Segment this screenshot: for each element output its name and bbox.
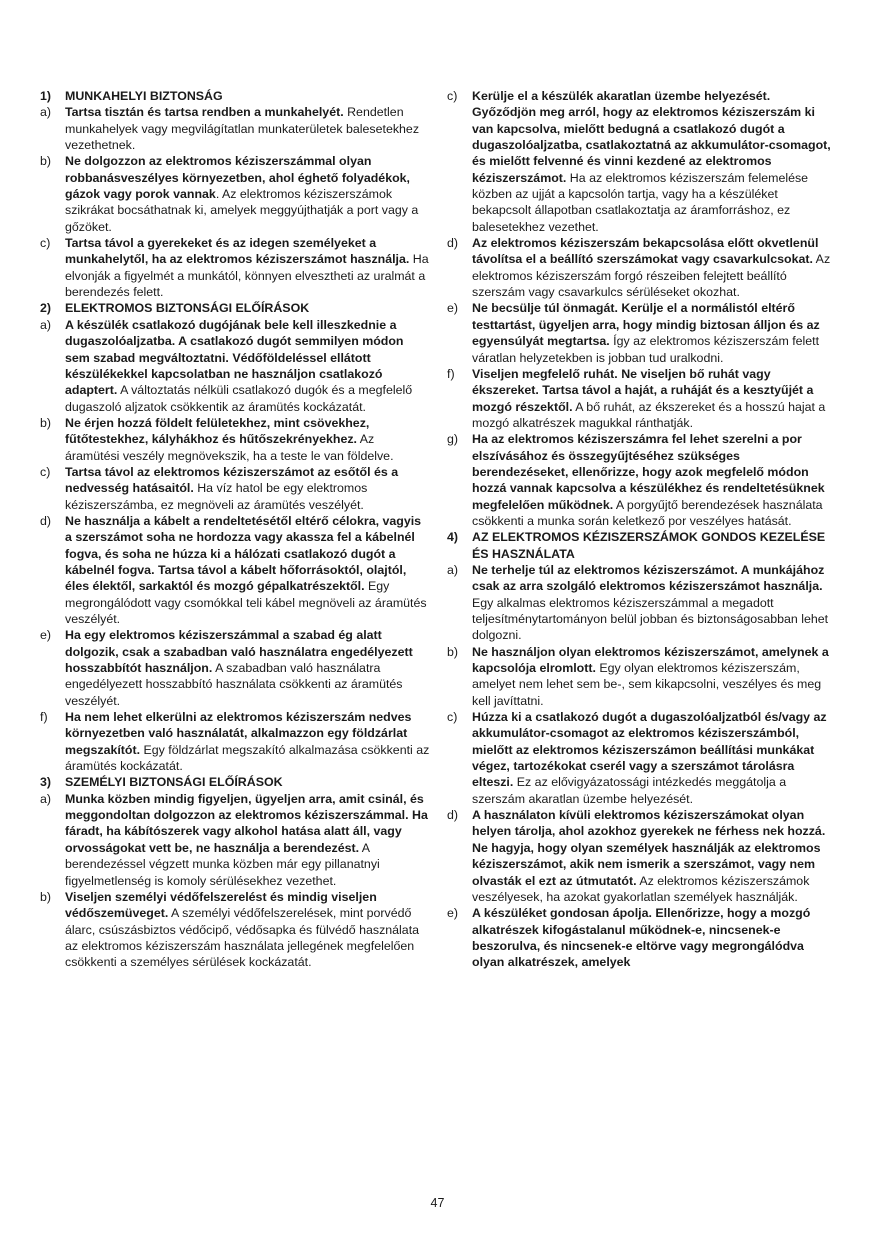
- item-body: [472, 644, 837, 709]
- list-item: [447, 905, 837, 970]
- item-body: [65, 627, 430, 709]
- item-body: [65, 709, 430, 774]
- list-item: [40, 415, 430, 464]
- item-bold-text: Ha az elektromos kéziszerszámra fel lehet szerelni a por elszívásához és összegyűjtéséhez szükséges berendezéseket, ellenőrizze, hogy azok megfelelő módon hozzá vannak kapcsolva a készülékhez és rendeltetésüknek megfelelően működnek.: [472, 432, 825, 512]
- list-item: [40, 235, 430, 300]
- item-text: Így az elektromos kéziszerszám felett váratlan helyzetekben is jobban tud uralkodni.: [472, 334, 820, 365]
- item-bold-text: Ne használjon olyan elektromos kéziszerszámot, amelynek a kapcsolója elromlott.: [472, 644, 829, 676]
- list-marker: b): [40, 415, 52, 430]
- item-body: [65, 317, 430, 415]
- item-text: Rendetlen munkahelyek vagy megvilágítatlan munkaterületek balesetekhez vezethetnek.: [65, 105, 420, 153]
- item-bold-text: Ne becsülje túl önmagát. Kerülje el a normálistól eltérő testtartást, ügyeljen arra, hogy mindig biztosan álljon és az egyensúlyát megtartsa.: [472, 301, 820, 349]
- item-body: [472, 905, 837, 970]
- left-column: [40, 88, 430, 971]
- item-bold-text: Az elektromos kéziszerszám bekapcsolása előtt okvetlenül távolítsa el a beállító szerszámokat vagy csavarkulcsokat.: [472, 236, 819, 267]
- item-text: Egy alkalmas elektromos kéziszerszámmal a megadott teljesítménytartományon belül jobban és biztonságosabban lehet dolgozni.: [472, 595, 829, 643]
- list-marker: a): [447, 562, 459, 577]
- item-bold-text: Viseljen személyi védőfelszerelést és mindig viseljen védőszemüveget.: [65, 889, 377, 921]
- item-text: A porgyűjtő berendezések használata csökkenti a munka során keletkező por veszélyes hatását.: [472, 497, 823, 528]
- list-item: [40, 513, 430, 627]
- item-body: [472, 88, 837, 235]
- item-text: Az elektromos kéziszerszám forgó részeiben felejtett beállító szerszám vagy csavarkulcs sérüléseket okozhat.: [472, 252, 831, 300]
- item-text: A berendezéssel végzett munka közben már egy pillanatnyi figyelmetlenség is komoly sérülésekhez vezethet.: [65, 840, 380, 888]
- list-item: [40, 317, 430, 415]
- section-heading-text: ELEKTROMOS BIZTONSÁGI ELŐÍRÁSOK: [65, 301, 310, 316]
- item-bold-text: Munka közben mindig figyeljen, ügyeljen arra, amit csinál, és meggondoltan dolgozzon az elektromos kéziszerszámmal. Ha fáradt, ha kábítószerek vagy alkohol hatása alatt áll, vagy orvosságokat vett be, ne használja a berendezést.: [65, 791, 428, 855]
- item-text: Ez az elővigyázatossági intézkedés meggátolja a szerszám akaratlan üzembe helyezését.: [472, 775, 787, 806]
- list-marker: a): [40, 105, 52, 120]
- item-body: [65, 153, 430, 235]
- item-text: A bő ruhát, az ékszereket és a hosszú hajat a mozgó alkatrészek magukkal ránthatják.: [472, 399, 826, 430]
- item-bold-text: Ha nem lehet elkerülni az elektromos kéziszerszám nedves környezetben való használatát, alkalmazzon egy földzárlat megszakítót.: [65, 710, 412, 757]
- list-marker: e): [447, 301, 459, 316]
- item-bold-text: Tartsa távol az elektromos kéziszerszámot az esőtől és a nedvesség hatásaitól.: [65, 464, 399, 496]
- list-item: [447, 366, 837, 431]
- item-body: [65, 791, 430, 889]
- list-item: [40, 627, 430, 709]
- item-text: Egy földzárlat megszakító alkalmazása csökkenti az áramütés kockázatát.: [65, 742, 430, 774]
- item-body: [472, 431, 837, 529]
- section-heading-text: SZEMÉLYI BIZTONSÁGI ELŐÍRÁSOK: [65, 775, 283, 790]
- list-item: [447, 300, 837, 365]
- item-body: [65, 464, 430, 513]
- section-heading: [40, 300, 430, 316]
- list-item: [447, 644, 837, 709]
- item-text: Egy megrongálódott vagy csomókkal teli kábel megnöveli az áramütés veszélyét.: [65, 579, 427, 626]
- item-bold-text: A készüléket gondosan ápolja. Ellenőrizze, hogy a mozgó alkatrészek kifogástalanul működnek-e, nincsenek-e beszorulva, és nincsenek-e eltörve vagy megrongálódva olyan alkatrészek, amelyek: [472, 906, 811, 970]
- item-text: Ha az elektromos kéziszerszám felemelése közben az ujját a kapcsolón tartja, vagy ha a készüléket bekapcsolt állapotban csatlakoztatja az áramforráshoz, ez balesetekhez vezethet.: [472, 170, 809, 234]
- item-text: . Az elektromos kéziszerszámok szikrákat bocsáthatnak ki, amelyek meggyújthatják a port vagy a gőzöket.: [65, 187, 419, 234]
- item-text: A változtatás nélküli csatlakozó dugók és a megfelelő dugaszoló aljzatok csökkentik az áramütés kockázatát.: [65, 383, 413, 414]
- list-marker: c): [447, 89, 458, 103]
- item-text: Ha elvonják a figyelmét a munkától, könnyen elvesztheti az uralmát a berendezés felett.: [65, 252, 429, 300]
- list-item: [447, 235, 837, 300]
- item-text: Az áramütési veszély megnövekszik, ha a teste le van földelve.: [65, 432, 394, 463]
- list-item: [447, 807, 837, 905]
- item-bold-text: Ne terhelje túl az elektromos kéziszerszámot. A munkájához csak az arra szolgáló elektromos kéziszerszámot használja.: [472, 562, 825, 594]
- list-marker: 4): [447, 530, 459, 545]
- section-heading: [40, 774, 430, 790]
- item-bold-text: Húzza ki a csatlakozó dugót a dugaszolóaljzatból és/vagy az akkumulátor-csomagot az elektromos kéziszerszámból, mielőtt az elektromos kéziszerszámon beállítási munkákat végez, tartozékokat cserél vagy a szerszámot tárolásra elteszi.: [472, 710, 827, 790]
- list-marker: d): [40, 513, 52, 528]
- item-body: [472, 366, 837, 431]
- list-item: [40, 464, 430, 513]
- list-marker: f): [447, 366, 455, 381]
- item-body: [472, 709, 837, 807]
- list-marker: 2): [40, 301, 52, 316]
- list-item: [447, 431, 837, 529]
- section-heading-text: AZ ELEKTROMOS KÉZISZERSZÁMOK GONDOS KEZELÉSE ÉS HASZNÁLATA: [472, 530, 826, 561]
- item-body: [65, 235, 430, 300]
- list-marker: d): [447, 236, 459, 251]
- list-marker: c): [40, 464, 51, 479]
- list-item: [447, 88, 837, 235]
- list-marker: c): [447, 710, 458, 725]
- list-marker: d): [447, 808, 459, 823]
- list-item: [447, 562, 837, 644]
- list-item: [447, 709, 837, 807]
- item-bold-text: A használaton kívüli elektromos kéziszerszámokat olyan helyen tárolja, ahol azokhoz gyerekek ne férhess nek hozzá. Ne hagyja, hogy olyan személyek használják az elektromos kéziszerszámot, akik nem ismerik a szerszámot, vagy nem olvasták el ezt az útmutatót.: [472, 808, 826, 888]
- list-marker: c): [40, 236, 51, 251]
- list-marker: 1): [40, 89, 52, 103]
- item-text: Egy olyan elektromos kéziszerszám, amelyet nem lehet sem be-, sem kikapcsolni, veszélyes és meg kell javíttatni.: [472, 661, 822, 708]
- list-item: [40, 153, 430, 235]
- item-bold-text: Tartsa tisztán és tartsa rendben a munkahelyét.: [65, 105, 344, 120]
- section-heading: [40, 88, 430, 104]
- list-marker: b): [40, 889, 52, 904]
- list-marker: a): [40, 317, 52, 332]
- item-body: [65, 104, 430, 153]
- list-item: [40, 889, 430, 971]
- right-column: [447, 88, 837, 971]
- page-number: 47: [430, 1196, 445, 1210]
- section-heading: [447, 529, 837, 562]
- list-marker: e): [447, 906, 459, 921]
- item-text: A személyi védőfelszerelések, mint porvédő álarc, csúszásbiztos védőcipő, védősapka és fülvédő használata az elektromos kéziszerszám használata jellegének megfelelően csökkenti a személyes sérülések kockázatát.: [65, 906, 420, 970]
- item-bold-text: Viseljen megfelelő ruhát. Ne viseljen bő ruhát vagy ékszereket. Tartsa távol a haját, a ruháját és a kesztyűjét a mozgó részektől.: [472, 366, 814, 414]
- list-marker: a): [40, 791, 52, 806]
- list-item: [40, 104, 430, 153]
- item-body: [65, 415, 430, 464]
- item-body: [65, 513, 430, 627]
- item-bold-text: Tartsa távol a gyerekeket és az idegen személyeket a munkahelytől, ha az elektromos kéziszerszámot használja.: [65, 236, 410, 267]
- list-marker: b): [40, 154, 52, 169]
- list-marker: f): [40, 710, 48, 725]
- item-text: Az elektromos kéziszerszámok veszélyesek, ha azokat gyakorlatlan személyek használják.: [472, 873, 810, 904]
- item-body: [472, 562, 837, 644]
- list-marker: g): [447, 432, 459, 447]
- list-marker: 3): [40, 775, 52, 790]
- item-bold-text: A készülék csatlakozó dugójának bele kell illeszkednie a dugaszolóaljzatba. A csatlakozó dugót semmilyen módon sem szabad megváltoztatni. Védőföldeléssel ellátott készülékekkel kapcsolatban ne használjon csatlakozó adaptert.: [65, 317, 404, 398]
- item-body: [65, 889, 430, 971]
- item-bold-text: Kerülje el a készülék akaratlan üzembe helyezését. Győződjön meg arról, hogy az elektromos kéziszerszám ki van kapcsolva, mielőtt bedugná a csatlakozó dugót a dugaszolóaljzatba, csatlakoztatná az akkumulátor-csomagot, és mielőtt felvenné és vinni kezdené az elektromos kéziszerszámot.: [472, 89, 831, 185]
- item-text: Ha víz hatol be egy elektromos kéziszerszámba, ez megnöveli az áramütés veszélyét.: [65, 481, 368, 512]
- item-body: [472, 807, 837, 905]
- list-item: [40, 709, 430, 774]
- item-text: A szabadban való használatra engedélyezett hosszabbító használata csökkenti az áramütés veszélyét.: [65, 661, 403, 708]
- list-marker: b): [447, 644, 459, 659]
- list-marker: e): [40, 628, 52, 643]
- list-item: [40, 791, 430, 889]
- item-bold-text: Ne érjen hozzá földelt felületekhez, mint csövekhez, fűtőtestekhez, kályhákhoz és hűtőszekrényekhez.: [65, 415, 370, 447]
- item-bold-text: Ha egy elektromos kéziszerszámmal a szabad ég alatt dolgozik, csak a szabadban való használatra engedélyezett hosszabbítót használjon.: [65, 628, 413, 676]
- item-body: [472, 300, 837, 365]
- item-bold-text: Ne használja a kábelt a rendeltetésétől eltérő célokra, vagyis a szerszámot soha ne hordozza vagy akassza fel a kábelnél fogva, és soha ne húzza ki a hálózati csatlakozó dugót a kábelnél fogva. Tartsa távol a kábelt hőforrásoktól, olajtól, éles élektől, sarkaktól és mozgó gépalkatrészektől.: [65, 513, 422, 594]
- item-bold-text: Ne dolgozzon az elektromos kéziszerszámmal olyan robbanásveszélyes környezetben, ahol éghető folyadékok, gázok vagy porok vannak: [65, 154, 410, 202]
- item-body: [472, 235, 837, 300]
- section-heading-text: MUNKAHELYI BIZTONSÁG: [65, 89, 223, 103]
